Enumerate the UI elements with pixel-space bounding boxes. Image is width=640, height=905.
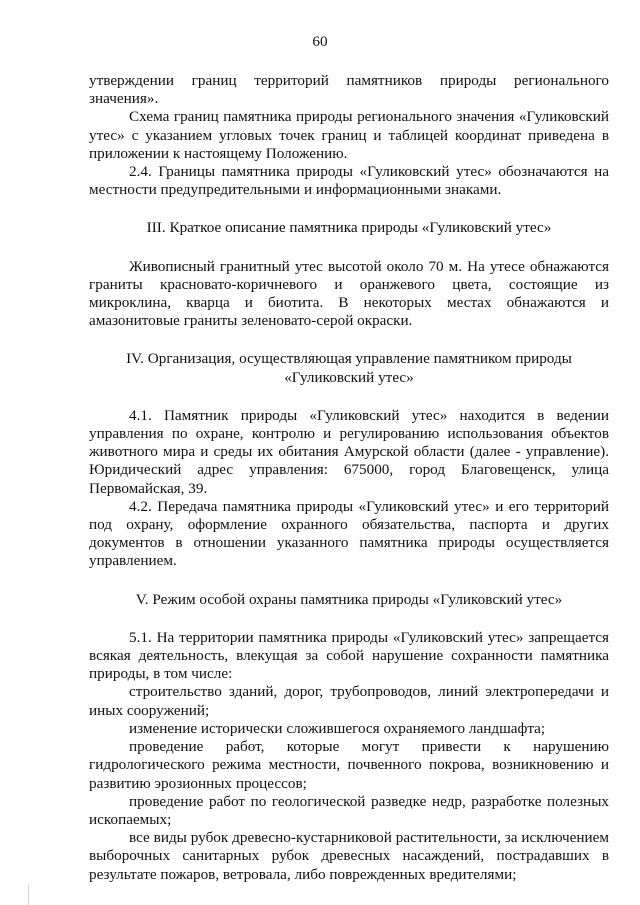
section-heading-4-line1: IV. Организация, осуществляющая управление памятником природы bbox=[126, 350, 572, 368]
section-heading-4-line2: «Гуликовский утес» bbox=[284, 368, 414, 386]
document-body bbox=[89, 72, 609, 884]
list-item: проведение работ, которые могут привести к нарушению гидрологического режима местности, почвенного покрова, возникновению и развитию эрозионных процессов; bbox=[89, 738, 609, 792]
list-item: изменение исторически сложившегося охраняемого ландшафта; bbox=[129, 719, 546, 737]
paragraph: Схема границ памятника природы регионального значения «Гуликовский утес» с указанием угловых точек границ и таблицей координат приведена в приложении к настоящему Положению. bbox=[89, 108, 609, 162]
scan-edge-mark bbox=[28, 885, 29, 905]
paragraph: 2.4. Границы памятника природы «Гуликовский утес» обозначаются на местности предупредительными и информационными знаками. bbox=[89, 163, 609, 199]
paragraph: 4.2. Передача памятника природы «Гуликовский утес» и его территорий под охрану, оформление охранного обязательства, паспорта и других документов в отношении указанного памятника природы осуществляется управлением. bbox=[89, 497, 609, 570]
list-item: строительство зданий, дорог, трубопроводов, линий электропередачи и иных сооружений; bbox=[89, 683, 609, 719]
paragraph: утверждении границ территорий памятников природы регионального значения». bbox=[89, 72, 609, 108]
paragraph: 5.1. На территории памятника природы «Гуликовский утес» запрещается всякая деятельность, влекущая за собой нарушение сохранности памятника природы, в том числе: bbox=[89, 628, 609, 683]
paragraph: 4.1. Памятник природы «Гуликовский утес» находится в ведении управления по охране, контролю и регулированию использования объектов животного мира и среды их обитания Амурской области (далее - управление). Юридический адрес управления: 675000, город Благовещенск, улица Первомайская, 39. bbox=[89, 406, 609, 497]
list-item: проведение работ по геологической разведке недр, разработке полезных ископаемых; bbox=[89, 792, 609, 828]
section-heading-3: III. Краткое описание памятника природы «Гуликовский утес» bbox=[146, 219, 552, 237]
page-number: 60 bbox=[312, 33, 328, 50]
section-heading-5: V. Режим особой охраны памятника природы «Гуликовский утес» bbox=[135, 590, 563, 608]
list-item: все виды рубок древесно-кустарниковой растительности, за исключением выборочных санитарных рубок древесных насаждений, пострадавших в результате пожаров, ветровала, либо поврежденных вредителями; bbox=[89, 829, 609, 883]
paragraph: Живописный гранитный утес высотой около 70 м. На утесе обнажаются граниты красновато-коричневого и оранжевого цвета, состоящие из микроклина, кварца и биотита. В некоторых местах обнажаются и амазонитовые граниты зеленовато-серой окраски. bbox=[89, 257, 609, 330]
